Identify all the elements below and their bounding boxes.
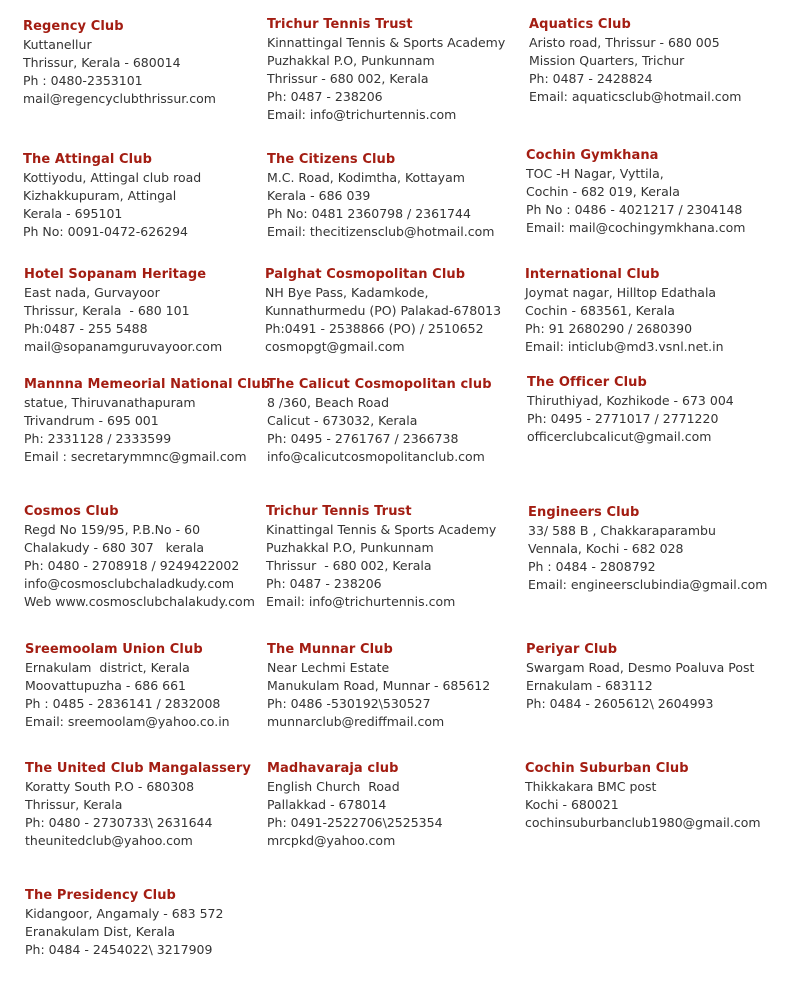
club-name: The Calicut Cosmopolitan club (267, 377, 492, 392)
club-phone: Ph No: 0481 2360798 / 2361744 (267, 206, 471, 221)
club-email: theunitedclub@yahoo.com (25, 833, 193, 848)
club-name: Cosmos Club (24, 504, 119, 519)
club-address-line: Kuttanellur (23, 37, 92, 52)
club-card (24, 266, 222, 356)
club-phone: Ph : 0484 - 2808792 (528, 559, 656, 574)
club-address-line: Thikkakara BMC post (525, 779, 657, 794)
club-address-line: Puzhakkal P.O, Punkunnam (267, 53, 435, 68)
club-name: Periyar Club (526, 642, 618, 657)
club-name: Trichur Tennis Trust (267, 17, 413, 32)
club-name: The United Club Mangalassery (25, 761, 251, 776)
club-address-line: Kidangoor, Angamaly - 683 572 (25, 906, 224, 921)
club-address-line: Mission Quarters, Trichur (529, 53, 685, 68)
club-name: Regency Club (23, 19, 124, 34)
club-address-line: Thrissur, Kerala (25, 797, 123, 812)
club-email: Email: aquaticsclub@hotmail.com (529, 89, 742, 104)
club-email: cosmopgt@gmail.com (265, 339, 405, 354)
club-address-line: Ernakulam district, Kerala (25, 660, 190, 675)
club-address-line: Swargam Road, Desmo Poaluva Post (526, 660, 755, 675)
club-email: Email: sreemoolam@yahoo.co.in (25, 714, 230, 729)
club-card (24, 503, 255, 611)
club-card (267, 151, 494, 241)
club-address-line: Thrissur - 680 002, Kerala (267, 71, 429, 86)
club-card (25, 887, 223, 959)
club-email: munnarclub@rediffmail.com (267, 714, 445, 729)
club-email: Email: info@trichurtennis.com (267, 107, 457, 122)
club-name: Trichur Tennis Trust (266, 504, 412, 519)
club-address-line: Kottiyodu, Attingal club road (23, 170, 202, 185)
club-email: officerclubcalicut@gmail.com (527, 429, 712, 444)
club-phone: Ph: 0487 - 2428824 (529, 71, 653, 86)
club-card (525, 760, 761, 832)
club-name: Engineers Club (528, 505, 640, 520)
club-card (23, 151, 201, 241)
club-card (265, 266, 501, 356)
club-card (267, 376, 492, 466)
club-address-line: Manukulam Road, Munnar - 685612 (267, 678, 491, 693)
club-address-line: Eranakulam Dist, Kerala (25, 924, 175, 939)
club-name: Madhavaraja club (267, 761, 399, 776)
club-card (23, 18, 216, 108)
club-card (526, 641, 754, 713)
club-name: Aquatics Club (529, 17, 631, 32)
club-address-line: English Church Road (267, 779, 400, 794)
club-phone: Ph: 0484 - 2605612\ 2604993 (526, 696, 714, 711)
club-email: Email: info@trichurtennis.com (266, 594, 456, 609)
club-address-line: East nada, Gurvayoor (24, 285, 160, 300)
club-phone: Ph:0491 - 2538866 (PO) / 2510652 (265, 321, 484, 336)
club-name: International Club (525, 267, 660, 282)
club-address-line: Cochin - 683561, Kerala (525, 303, 675, 318)
club-name: Sreemoolam Union Club (25, 642, 203, 657)
club-address-line: Ernakulam - 683112 (526, 678, 653, 693)
club-address-line: Kizhakkupuram, Attingal (23, 188, 177, 203)
club-address-line: Aristo road, Thrissur - 680 005 (529, 35, 720, 50)
club-card (25, 760, 251, 850)
club-phone: Ph: 91 2680290 / 2680390 (525, 321, 693, 336)
club-address-line: Thrissur - 680 002, Kerala (266, 558, 432, 573)
club-address-line: Near Lechmi Estate (267, 660, 390, 675)
club-card (267, 760, 443, 850)
club-card (526, 147, 745, 237)
club-email: mail@sopanamguruvayoor.com (24, 339, 223, 354)
club-address-line: Kunnathurmedu (PO) Palakad-678013 (265, 303, 502, 318)
club-address-line: 8 /360, Beach Road (267, 395, 390, 410)
club-card (525, 266, 724, 356)
club-address-line: Thrissur, Kerala - 680 101 (24, 303, 190, 318)
club-name: Palghat Cosmopolitan Club (265, 267, 466, 282)
club-address-line: 33/ 588 B , Chakkaraparambu (528, 523, 716, 538)
club-phone: Ph: 0491-2522706\2525354 (267, 815, 443, 830)
club-phone: Ph: 0487 - 238206 (266, 576, 382, 591)
club-card (527, 374, 734, 446)
club-phone: Ph: 0484 - 2454022\ 3217909 (25, 942, 213, 957)
club-address-line: Cochin - 682 019, Kerala (526, 184, 680, 199)
club-email: info@cosmosclubchaladkudy.com (24, 576, 235, 591)
club-email: info@calicutcosmopolitanclub.com (267, 449, 485, 464)
club-phone: Ph: 0480 - 2708918 / 9249422002 (24, 558, 240, 573)
club-phone: Ph: 0495 - 2771017 / 2771220 (527, 411, 719, 426)
club-address-line: statue, Thiruvanathapuram (24, 395, 196, 410)
club-name: The Munnar Club (267, 642, 393, 657)
club-name: The Citizens Club (267, 152, 396, 167)
club-email: mail@regencyclubthrissur.com (23, 91, 216, 106)
club-address-line: Puzhakkal P.O, Punkunnam (266, 540, 434, 555)
club-card (267, 16, 505, 124)
club-name: Cochin Gymkhana (526, 148, 659, 163)
club-name: Hotel Sopanam Heritage (24, 267, 207, 282)
club-address-line: Joymat nagar, Hilltop Edathala (525, 285, 717, 300)
club-address-line: Kinnattingal Tennis & Sports Academy (267, 35, 506, 50)
club-email: Email: engineersclubindia@gmail.com (528, 577, 768, 592)
club-phone: Ph: 0495 - 2761767 / 2366738 (267, 431, 459, 446)
club-address-line: Kinattingal Tennis & Sports Academy (266, 522, 497, 537)
club-address-line: TOC -H Nagar, Vyttila, (526, 166, 664, 181)
club-address-line: Vennala, Kochi - 682 028 (528, 541, 684, 556)
club-address-line: NH Bye Pass, Kadamkode, (265, 285, 429, 300)
club-address-line: Kerala - 695101 (23, 206, 123, 221)
club-address-line: Kerala - 686 039 (267, 188, 371, 203)
club-address-line: Chalakudy - 680 307 kerala (24, 540, 205, 555)
club-address-line: Kochi - 680021 (525, 797, 619, 812)
club-phone: Ph : 0480-2353101 (23, 73, 143, 88)
club-email: Email: mail@cochingymkhana.com (526, 220, 746, 235)
club-name: The Attingal Club (23, 152, 152, 167)
club-phone: Ph: 0480 - 2730733\ 2631644 (25, 815, 213, 830)
club-address-line: Calicut - 673032, Kerala (267, 413, 418, 428)
club-address-line: Trivandrum - 695 001 (24, 413, 159, 428)
club-address-line: Regd No 159/95, P.B.No - 60 (24, 522, 201, 537)
club-email: cochinsuburbanclub1980@gmail.com (525, 815, 761, 830)
club-card (266, 503, 496, 611)
club-name: Mannna Memeorial National Club (24, 377, 271, 392)
club-email: Email: thecitizensclub@hotmail.com (267, 224, 495, 239)
club-phone: Ph: 0487 - 238206 (267, 89, 383, 104)
club-address-line: Thiruthiyad, Kozhikode - 673 004 (527, 393, 734, 408)
club-name: Cochin Suburban Club (525, 761, 689, 776)
club-address-line: Thrissur, Kerala - 680014 (23, 55, 181, 70)
club-phone: Ph No : 0486 - 4021217 / 2304148 (526, 202, 743, 217)
club-phone: Ph: 2331128 / 2333599 (24, 431, 172, 446)
club-phone: Ph No: 0091-0472-626294 (23, 224, 188, 239)
club-card (24, 376, 270, 466)
club-phone: Ph : 0485 - 2836141 / 2832008 (25, 696, 221, 711)
club-card (529, 16, 741, 106)
club-address-line: Koratty South P.O - 680308 (25, 779, 195, 794)
club-card (25, 641, 230, 731)
club-address-line: Pallakkad - 678014 (267, 797, 387, 812)
club-address-line: Moovattupuzha - 686 661 (25, 678, 187, 693)
club-email: mrcpkd@yahoo.com (267, 833, 396, 848)
club-name: The Presidency Club (25, 888, 176, 903)
club-card (267, 641, 490, 731)
club-phone: Ph:0487 - 255 5488 (24, 321, 148, 336)
club-email: Email: inticlub@md3.vsnl.net.in (525, 339, 724, 354)
club-website: Web www.cosmosclubchalakudy.com (24, 594, 255, 609)
club-email: Email : secretarymmnc@gmail.com (24, 449, 247, 464)
club-address-line: M.C. Road, Kodimtha, Kottayam (267, 170, 465, 185)
club-card (528, 504, 767, 594)
club-name: The Officer Club (527, 375, 647, 390)
club-phone: Ph: 0486 -530192\530527 (267, 696, 431, 711)
